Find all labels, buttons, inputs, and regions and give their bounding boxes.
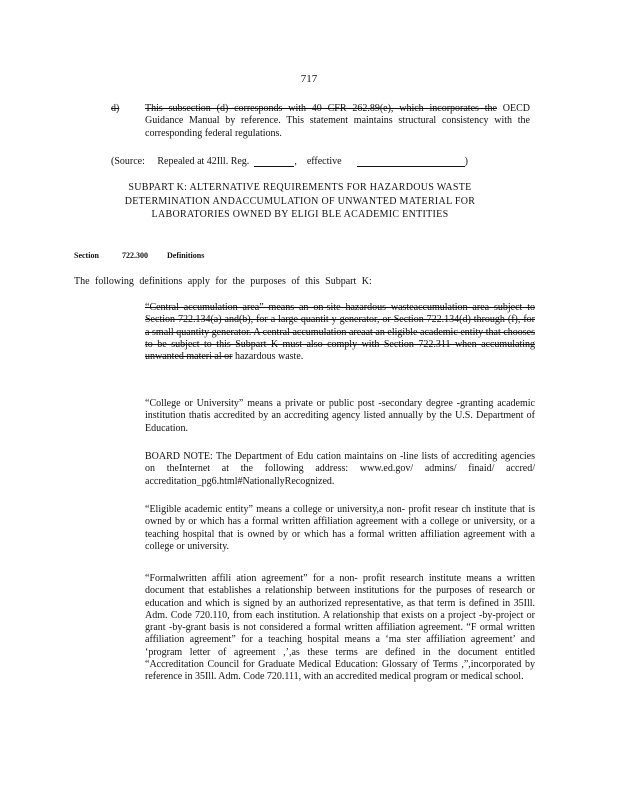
definition-eligible-entity: “Eligible academic entity” means a college or university,a non- profit resear ch institute that is owned by or which has a formal written affiliation agreement with a college or university, or a teaching hospital that is owned by or which has a formal written affiliation agreement with a college or university.	[145, 504, 535, 552]
source-note: (Source: Repealed at 42Ill. Reg. , effective )	[111, 156, 468, 167]
central-accumulation-struck: “Central accumulation area” means an on-site hazardous wasteaccumulation area subject to Section 722.134(a) and(b), for a large quantit y generator, or Section 722.134(d) through (f), for a small quantity generator. A central accumulation areaat an eligible academic entity that chooses to be subject to this Subpart K must also comply with Section 722.311 when accumulating unwanted materi al or	[145, 302, 535, 363]
section-heading	[74, 251, 204, 260]
source-blank-reg	[254, 156, 294, 167]
item-d-struck-text: This subsection (d) corresponds with 40 CFR 262.89(e), which incorporates the	[145, 103, 497, 114]
item-d-paragraph	[145, 103, 530, 140]
central-accumulation-tail: hazardous waste.	[234, 351, 304, 363]
page-number: 717	[300, 73, 318, 85]
source-open: (Source:	[111, 156, 145, 167]
source-repealed: Repealed at 42Ill. Reg.	[157, 156, 250, 167]
definition-formal-agreement: “Formalwritten affili ation agreement” for a non- profit research institute means a written document that establishes a relationship between institutions for the purposes of research or education and which is signed by an authorized representative, as that term is defined in 35Ill. Adm. Code 720.110, from each institution. A relationship that exists on a project -by-project or grant -by-grant basis is not considered a formal written affiliation agreement. “F ormal written affiliation agreement” for a teaching hospital means a ‘ma ster affiliation agreement’ and ‘program letter of agreement ,’,as these terms are defined in the document entitled “Accreditation Council for Graduate Medical Education: Glossary of Terms ,”,incorporated by reference in 35Ill. Adm. Code 720.111, with an accredited medical program or medical school.	[145, 573, 535, 683]
section-label: Section	[74, 251, 99, 260]
section-title: Definitions	[167, 251, 205, 260]
item-d-continuation: OECD Guidance Manual by reference. This statement maintains structural consistency with the corresponding federal regulations.	[145, 103, 530, 139]
definition-central-accumulation	[145, 302, 535, 363]
subpart-title: SUBPART K: ALTERNATIVE REQUIREMENTS FOR HAZARDOUS WASTE DETERMINATION ANDACCUMULATION OF UNWANTED MATERIAL FOR LABORATORIES OWNED BY ELIGI BLE ACADEMIC ENTITIES	[124, 182, 476, 221]
board-note: BOARD NOTE: The Department of Edu cation maintains on -line lists of accrediting agencies on theInternet at the following address: www.ed.gov/ admins/ finaid/ accred/ accreditation_pg6.html#NationallyRecognized.	[145, 451, 535, 487]
definition-college: “College or University” means a private or public post -secondary degree -granting academic institution thatis accredited by an accrediting agency listed annually by the U.S. Department of Education.	[145, 398, 535, 434]
source-effective: effective	[306, 156, 342, 167]
source-close: )	[464, 156, 468, 167]
section-number: 722.300	[122, 251, 148, 260]
item-d-marker: d)	[111, 103, 120, 114]
intro-text: The following definitions apply for the purposes of this Subpart K:	[74, 276, 372, 287]
source-blank-effective	[357, 156, 465, 167]
